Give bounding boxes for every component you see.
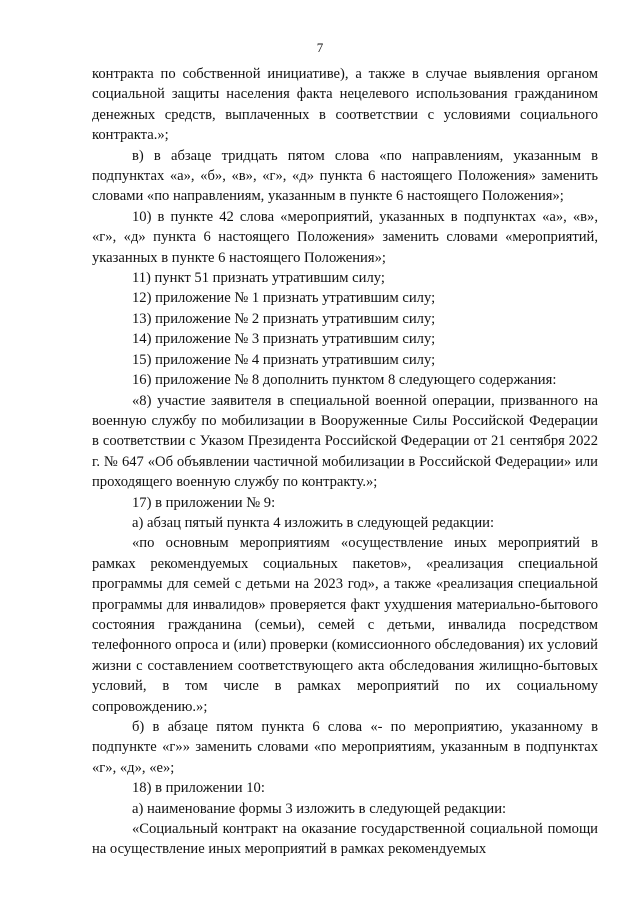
- paragraph: а) абзац пятый пункта 4 изложить в следующей редакции:: [132, 514, 495, 531]
- paragraph: 10) в пункте 42 слова «мероприятий, указанных в подпунктах «а», «в», «г», «д» пункта 6 настоящего Положения» заменить словами «мероприятий, указанных в пункте 6 настоящего Положения»;: [92, 208, 598, 266]
- paragraph: в) в абзаце тридцать пятом слова «по направлениям, указанным в подпунктах «а», «б», «в», «г», «д» пункта 6 настоящего Положения» заменить словами «по направлениям, указанным в пункте 6 настоящего Положения»;: [92, 147, 598, 205]
- paragraph: 11) пункт 51 признать утратившим силу;: [132, 270, 385, 287]
- page-number: 7: [316, 40, 324, 55]
- paragraph: 17) в приложении № 9:: [132, 494, 276, 511]
- paragraph: 13) приложение № 2 признать утратившим силу;: [132, 310, 436, 327]
- paragraph: б) в абзаце пятом пункта 6 слова «- по мероприятию, указанному в подпункте «г»» заменить словами «по мероприятиям, указанным в подпунктах «г», «д», «е»;: [92, 719, 598, 776]
- paragraph: «по основным мероприятиям «осуществление иных мероприятий в рамках рекомендуемых социальных пакетов», «реализация специальной программы для семей с детьми на 2023 год», а также «реализация специальной программы для инвалидов» проверяется факт ухудшения материально-бытового состояния гражданина (семьи), семей с детьми, инвалида посредством телефонного опроса и (или) проверки (комиссионного обследования) их условий жизни с составлением соответствующего акта обследования жилищно-бытовых условий, в том числе в рамках мероприятий по их социальному сопровождению.»;: [92, 535, 598, 715]
- paragraph: 12) приложение № 1 признать утратившим силу;: [132, 290, 436, 307]
- paragraph: 15) приложение № 4 признать утратившим силу;: [132, 351, 436, 368]
- document-body: [92, 64, 598, 860]
- paragraph: «8) участие заявителя в специальной военной операции, призванного на военную службу по мобилизации в Вооруженные Силы Российской Федерации в соответствии с Указом Президента Российской Федерации от 21 сентября 2022 г. № 647 «Об объявлении частичной мобилизации в Российской Федерации» или проходящего военную службу по контракту.»;: [92, 392, 598, 491]
- paragraph: а) наименование формы 3 изложить в следующей редакции:: [132, 800, 507, 817]
- paragraph: 18) в приложении 10:: [132, 780, 265, 797]
- paragraph: 14) приложение № 3 признать утратившим силу;: [132, 331, 436, 348]
- paragraph: контракта по собственной инициативе), а также в случае выявления органом социальной защиты населения факта нецелевого использования гражданином денежных средств, выплаченных в соответствии с условиями социального контракта.»;: [92, 66, 598, 144]
- paragraph: «Социальный контракт на оказание государственной социальной помощи на осуществление иных мероприятий в рамках рекомендуемых: [92, 821, 598, 858]
- paragraph: 16) приложение № 8 дополнить пунктом 8 следующего содержания:: [132, 372, 557, 389]
